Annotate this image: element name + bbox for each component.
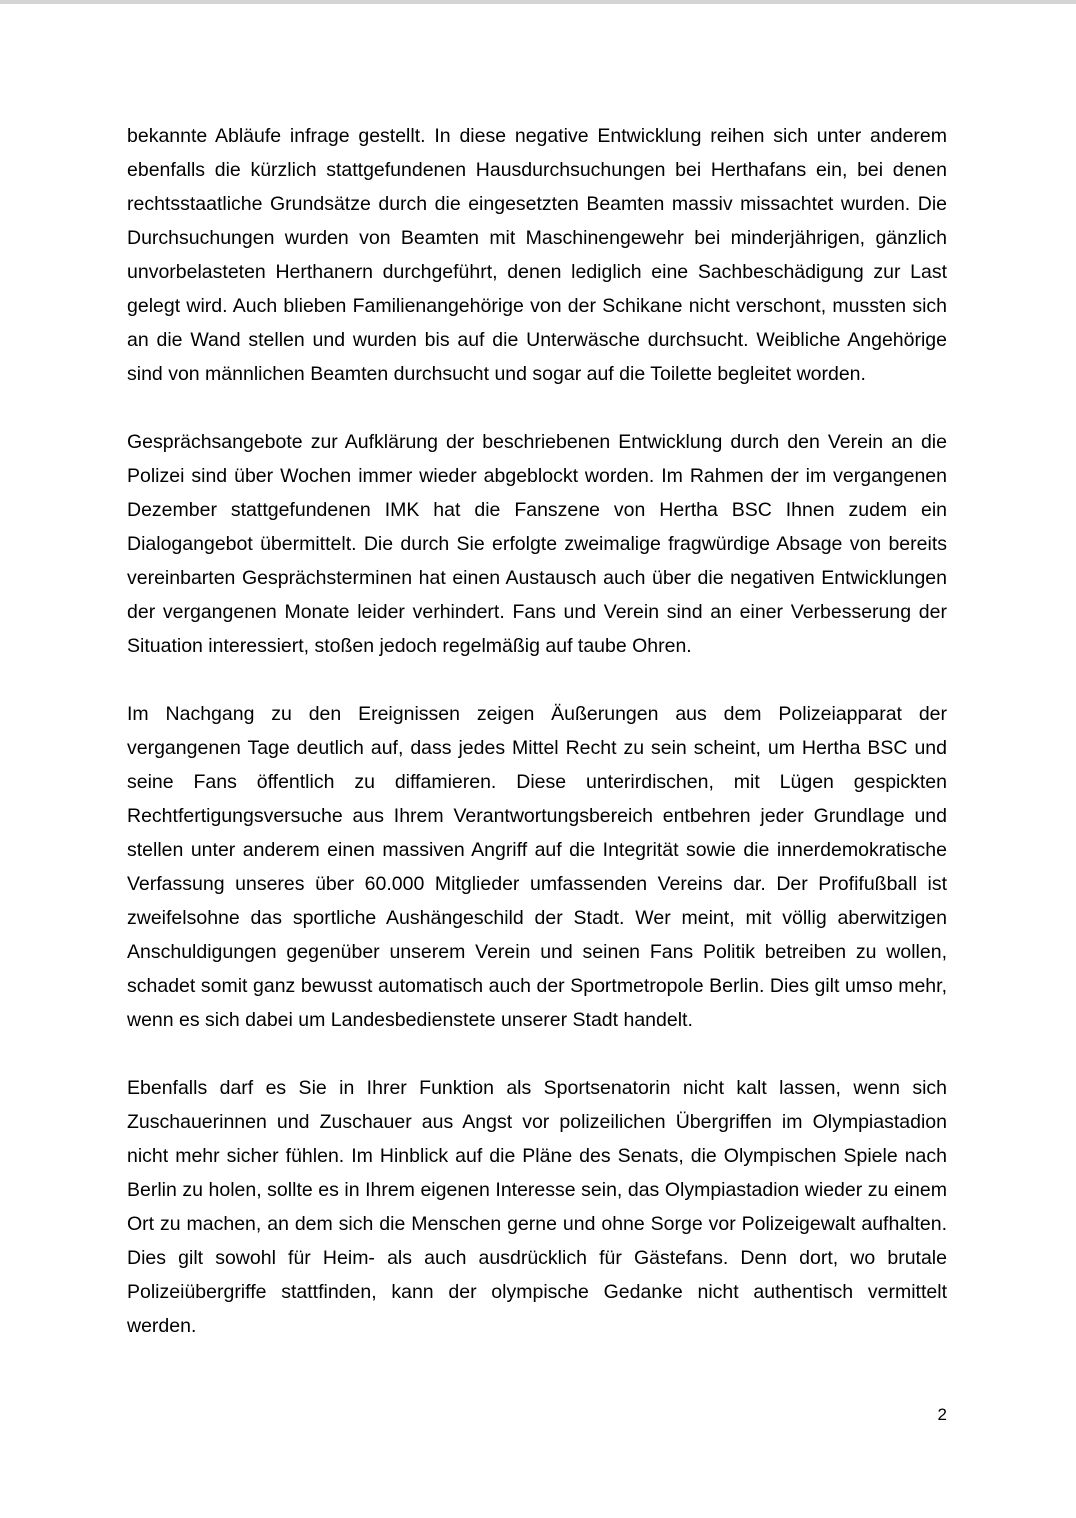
text-line: nicht mehr sicher fühlen. Im Hinblick auf die Pläne des Senats, die Olympischen Spiele nach [127, 1145, 947, 1167]
text-line: stellen unter anderem einen massiven Angriff auf die Integrität sowie die innerdemokratische [127, 839, 947, 861]
text-line: Dialogangebot übermittelt. Die durch Sie erfolgte zweimalige fragwürdige Absage von bereits [127, 533, 947, 555]
page-number: 2 [937, 1405, 947, 1424]
paragraph [127, 425, 947, 663]
text-line: unvorbelasteten Herthanern durchgeführt, denen lediglich eine Sachbeschädigung zur Last [127, 261, 947, 283]
text-line: Dies gilt sowohl für Heim- als auch ausdrücklich für Gästefans. Denn dort, wo brutale [127, 1247, 947, 1269]
text-line: Durchsuchungen wurden von Beamten mit Maschinengewehr bei minderjährigen, gänzlich [127, 227, 947, 249]
text-line: vergangenen Tage deutlich auf, dass jedes Mittel Recht zu sein scheint, um Hertha BSC und [127, 737, 947, 759]
paragraph [127, 119, 947, 391]
text-line: schadet somit ganz bewusst automatisch auch der Sportmetropole Berlin. Dies gilt umso mehr, [127, 975, 947, 997]
text-line: werden. [127, 1315, 197, 1337]
text-line: Zuschauerinnen und Zuschauer aus Angst vor polizeilichen Übergriffen im Olympiastadion [127, 1111, 947, 1133]
text-line: Verfassung unseres über 60.000 Mitglieder umfassenden Vereins dar. Der Profifußball ist [127, 873, 947, 895]
text-line: an die Wand stellen und wurden bis auf die Unterwäsche durchsucht. Weibliche Angehörige [127, 329, 947, 351]
text-line: Polizeiübergriffe stattfinden, kann der olympische Gedanke nicht authentisch vermittelt [127, 1281, 947, 1303]
text-line: gelegt wird. Auch blieben Familienangehörige von der Schikane nicht verschont, mussten sich [127, 295, 947, 317]
text-line: Berlin zu holen, sollte es in Ihrem eigenen Interesse sein, das Olympiastadion wieder zu einem [127, 1179, 947, 1201]
text-line: Gesprächsangebote zur Aufklärung der beschriebenen Entwicklung durch den Verein an die [127, 431, 947, 453]
text-line: ebenfalls die kürzlich stattgefundenen Hausdurchsuchungen bei Herthafans ein, bei denen [127, 159, 947, 181]
text-line: vereinbarten Gesprächsterminen hat einen Austausch auch über die negativen Entwicklungen [127, 567, 947, 589]
text-line: Polizei sind über Wochen immer wieder abgeblockt worden. Im Rahmen der im vergangenen [127, 465, 947, 487]
paragraph [127, 1071, 947, 1343]
text-line: seine Fans öffentlich zu diffamieren. Diese unterirdischen, mit Lügen gespickten [127, 771, 947, 793]
text-line: Anschuldigungen gegenüber unserem Verein und seinen Fans Politik betreiben zu wollen, [127, 941, 947, 963]
text-line: der vergangenen Monate leider verhindert. Fans und Verein sind an einer Verbesserung der [127, 601, 947, 623]
text-line: zweifelsohne das sportliche Aushängeschild der Stadt. Wer meint, mit völlig aberwitzigen [127, 907, 947, 929]
text-line: Ort zu machen, an dem sich die Menschen gerne und ohne Sorge vor Polizeigewalt aufhalten. [127, 1213, 947, 1235]
text-line: Im Nachgang zu den Ereignissen zeigen Äußerungen aus dem Polizeiapparat der [127, 703, 947, 725]
text-line: Dezember stattgefundenen IMK hat die Fanszene von Hertha BSC Ihnen zudem ein [127, 499, 947, 521]
text-line: Situation interessiert, stoßen jedoch regelmäßig auf taube Ohren. [127, 635, 692, 657]
paragraph [127, 697, 947, 1037]
text-line: Rechtfertigungsversuche aus Ihrem Verantwortungsbereich entbehren jeder Grundlage und [127, 805, 947, 827]
text-line: Ebenfalls darf es Sie in Ihrer Funktion als Sportsenatorin nicht kalt lassen, wenn sich [127, 1077, 947, 1099]
text-line: wenn es sich dabei um Landesbedienstete unserer Stadt handelt. [127, 1009, 693, 1031]
text-line: rechtsstaatliche Grundsätze durch die eingesetzten Beamten massiv missachtet wurden. Die [127, 193, 947, 215]
page-top-edge [0, 0, 1076, 4]
text-line: sind von männlichen Beamten durchsucht und sogar auf die Toilette begleitet worden. [127, 363, 866, 385]
text-line: bekannte Abläufe infrage gestellt. In diese negative Entwicklung reihen sich unter anderem [127, 125, 947, 147]
